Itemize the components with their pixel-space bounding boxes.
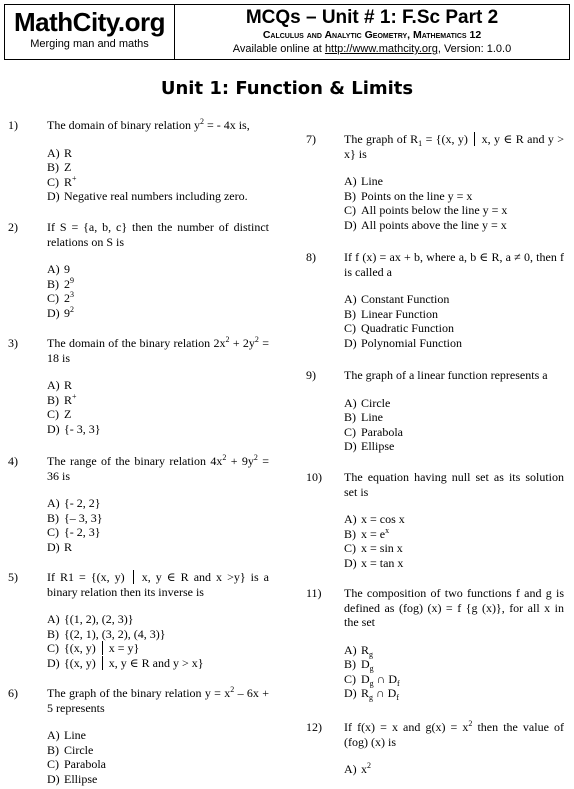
option-text: R+: [64, 173, 77, 189]
option-text: Line: [64, 728, 86, 742]
option-a: [47, 378, 101, 393]
option-text: x = sin x: [361, 541, 403, 555]
option-d: [47, 772, 106, 787]
version-text: , Version: 1.0.0: [437, 43, 512, 55]
option-c: [344, 321, 462, 336]
answer-options: [47, 146, 248, 204]
option-c: [344, 425, 403, 440]
option-label: C): [344, 203, 356, 217]
option-text: x = tan x: [361, 555, 404, 570]
option-label: D): [47, 539, 60, 554]
option-d: [47, 540, 103, 555]
option-text: {(x, y) x, y ∈ R and y > x}: [64, 655, 204, 670]
answer-options: [47, 496, 103, 554]
option-label: B): [344, 526, 356, 541]
option-text: $D_g$ ∩ $D_f$: [361, 671, 400, 688]
option-label: A): [344, 642, 357, 657]
option-text: {(x, y) x = y}: [64, 641, 140, 655]
option-label: C): [344, 424, 356, 439]
option-label: A): [47, 262, 60, 276]
header-title: MCQs – Unit # 1: F.Sc Part 2: [245, 7, 499, 28]
option-b: [47, 743, 106, 758]
header-subtitle: Calculus and Analytic Geometry, Mathematics 12: [262, 29, 482, 41]
option-text: Z: [64, 160, 72, 174]
option-text: $9^2$: [64, 304, 74, 320]
option-label: D): [344, 555, 357, 570]
option-label: A): [344, 395, 357, 410]
option-a: [344, 174, 507, 189]
question-number: 12): [306, 720, 322, 734]
option-b: [47, 511, 103, 526]
option-a: [47, 262, 74, 277]
option-text: 9: [64, 262, 70, 276]
question-number: 11): [306, 586, 322, 600]
option-text: $x^2$: [361, 761, 371, 776]
option-text: Negative real numbers including zero.: [64, 189, 248, 203]
option-label: D): [47, 771, 60, 786]
answer-options: [344, 174, 507, 232]
option-text: $R_g$: [361, 642, 374, 659]
option-label: D): [344, 217, 357, 232]
question-text: If R1 = {(x, y) x, y ∈ R and x >y} is a binary relation then its inverse is: [47, 570, 270, 599]
option-text: R: [64, 145, 73, 160]
question-text: The domain of binary relation $y^2$ = - 4x is,: [47, 117, 250, 132]
option-label: C): [47, 757, 59, 771]
option-text: $x = e^x$: [361, 525, 390, 541]
question-number: 8): [306, 250, 316, 264]
option-c: [47, 407, 101, 422]
website-link[interactable]: http://www.mathcity.org: [324, 43, 438, 55]
option-d: [344, 218, 507, 233]
answer-options: [47, 612, 204, 670]
option-a: [47, 612, 204, 627]
option-d: [47, 656, 204, 671]
option-label: A): [344, 292, 357, 306]
option-label: B): [47, 160, 59, 174]
option-a: [344, 512, 405, 527]
question-number: 5): [8, 570, 18, 584]
option-c: [47, 757, 106, 772]
question-text: The range of the binary relation $4x^2 + 9y^2 = 36$ is: [47, 453, 269, 483]
option-label: C): [47, 407, 59, 421]
option-label: A): [47, 145, 60, 160]
option-c: [344, 672, 400, 687]
option-label: A): [344, 762, 357, 776]
option-label: C): [344, 321, 356, 335]
question-number: 9): [306, 368, 316, 382]
option-a: [344, 292, 462, 307]
question-number: 7): [306, 132, 316, 146]
option-text: $D_g$: [361, 657, 374, 673]
option-text: Polynomial Function: [361, 335, 463, 350]
answer-options: [344, 762, 371, 777]
question-number: 4): [8, 454, 18, 468]
answer-options: [344, 292, 462, 350]
option-text: Line: [361, 410, 383, 424]
option-b: [47, 277, 74, 292]
answer-options: [47, 262, 74, 320]
logo-name: MathCity.org: [14, 7, 165, 37]
answer-options: [47, 728, 106, 786]
option-a: [47, 146, 248, 161]
answer-options: [344, 643, 400, 701]
option-text: {- 3, 3}: [64, 421, 101, 436]
option-text: {- 2, 2}: [64, 496, 101, 510]
option-text: Circle: [64, 742, 94, 757]
option-label: B): [344, 188, 356, 203]
option-text: Ellipse: [361, 439, 395, 453]
option-d: [47, 306, 74, 321]
option-a: [47, 728, 106, 743]
option-label: A): [344, 512, 357, 526]
option-b: [344, 307, 462, 322]
option-a: [344, 643, 400, 658]
option-label: D): [47, 655, 60, 670]
option-text: Line: [361, 174, 383, 188]
question-text: The graph of $R_1 = \{(x$, y) x, y ∈ R and y > x} is: [344, 132, 564, 161]
option-d: [47, 422, 101, 437]
answer-options: [47, 378, 101, 436]
option-c: [344, 203, 507, 218]
page-header: [4, 4, 570, 60]
option-b: [47, 160, 248, 175]
option-d: [344, 686, 400, 701]
option-c: [47, 641, 204, 656]
option-c: [47, 525, 103, 540]
question-text: The composition of two functions f and g is defined as (fog) (x) = f {g (x)}, for all x in the set: [344, 586, 564, 629]
option-text: {(2, 1), (3, 2), (4, 3)}: [64, 626, 166, 641]
option-text: $2^9$: [64, 275, 74, 291]
option-text: All points above the line y = x: [361, 217, 507, 232]
option-text: R: [64, 378, 73, 392]
option-a: [344, 396, 403, 411]
question-number: 2): [8, 220, 18, 234]
option-text: Linear Function: [361, 306, 438, 321]
option-label: C): [47, 641, 59, 655]
option-label: D): [47, 189, 60, 203]
option-text: Ellipse: [64, 771, 98, 786]
question-text: If f(x) = x and $g(x) = x^2$ then the value of (fog) (x) is: [344, 719, 564, 749]
option-b: [47, 393, 101, 408]
option-label: B): [344, 306, 356, 321]
option-label: D): [344, 335, 357, 350]
question-text: The domain of the binary relation $2x^2 + 2y^2 = 18$ is: [47, 335, 269, 365]
option-text: {(1, 2), (2, 3)}: [64, 612, 134, 626]
option-label: B): [47, 510, 59, 525]
question-number: 3): [8, 336, 18, 350]
option-b: [344, 657, 400, 672]
option-text: R+: [64, 391, 77, 407]
question-number: 6): [8, 686, 18, 700]
answer-options: [344, 512, 405, 570]
option-text: x = cos x: [361, 512, 405, 526]
option-c: [47, 291, 74, 306]
mathcity-logo: [5, 5, 175, 59]
option-label: A): [47, 496, 60, 510]
question-number: 1): [8, 118, 18, 132]
option-text: Circle: [361, 395, 391, 410]
option-a: [47, 496, 103, 511]
option-b: [344, 189, 507, 204]
option-label: B): [344, 410, 356, 424]
option-label: C): [47, 174, 59, 189]
option-d: [344, 336, 462, 351]
option-label: B): [47, 626, 59, 641]
option-label: A): [47, 612, 60, 626]
option-label: C): [47, 525, 59, 539]
header-availability: [175, 42, 569, 56]
option-c: [47, 175, 248, 190]
header-info: [175, 5, 569, 59]
option-d: [344, 556, 405, 571]
option-label: D): [47, 305, 60, 320]
option-d: [344, 439, 403, 454]
logo-tagline: Merging man and maths: [30, 38, 149, 50]
option-label: D): [344, 686, 357, 700]
question-text: If S = {a, b, c} then the number of distinct relations on S is: [47, 220, 269, 249]
option-label: A): [47, 378, 60, 392]
option-label: D): [344, 439, 357, 453]
option-label: B): [47, 742, 59, 757]
option-label: B): [47, 276, 59, 291]
option-b: [344, 410, 403, 425]
option-label: C): [344, 671, 356, 686]
option-b: [47, 627, 204, 642]
option-text: R: [64, 539, 73, 554]
question-text: The equation having null set as its solution set is: [344, 470, 564, 499]
option-text: {- 2, 3}: [64, 525, 101, 539]
option-label: C): [344, 541, 356, 555]
option-text: All points below the line y = x: [361, 203, 508, 217]
option-label: C): [47, 291, 59, 305]
option-text: $2^3$: [64, 290, 74, 305]
answer-options: [344, 396, 403, 454]
option-text: Parabola: [361, 424, 403, 439]
option-label: A): [344, 174, 357, 188]
option-text: Parabola: [64, 757, 106, 771]
question-text: The graph of the binary relation $y = x^2 - 6x + 5$ represents: [47, 685, 269, 715]
option-label: D): [47, 421, 60, 436]
option-text: Constant Function: [361, 292, 450, 306]
option-label: B): [47, 392, 59, 407]
question-text: The graph of a linear function represents a: [344, 368, 548, 382]
question-text: If f (x) = ax + b, where a, b ∈ R, a ≠ 0, then f is called a: [344, 250, 564, 279]
unit-title: Unit 1: Function & Limits: [160, 78, 414, 99]
option-text: $R_g$ ∩ $D_f$: [361, 686, 400, 702]
option-text: {– 3, 3}: [64, 510, 103, 525]
availability-prefix: Available online at: [232, 43, 325, 55]
option-label: B): [344, 657, 356, 671]
option-label: A): [47, 728, 60, 742]
option-c: [344, 541, 405, 556]
question-number: 10): [306, 470, 322, 484]
option-b: [344, 527, 405, 542]
option-text: Quadratic Function: [361, 321, 454, 335]
option-text: Points on the line y = x: [361, 188, 473, 203]
option-a: [344, 762, 371, 777]
option-d: [47, 189, 248, 204]
option-text: Z: [64, 407, 72, 421]
